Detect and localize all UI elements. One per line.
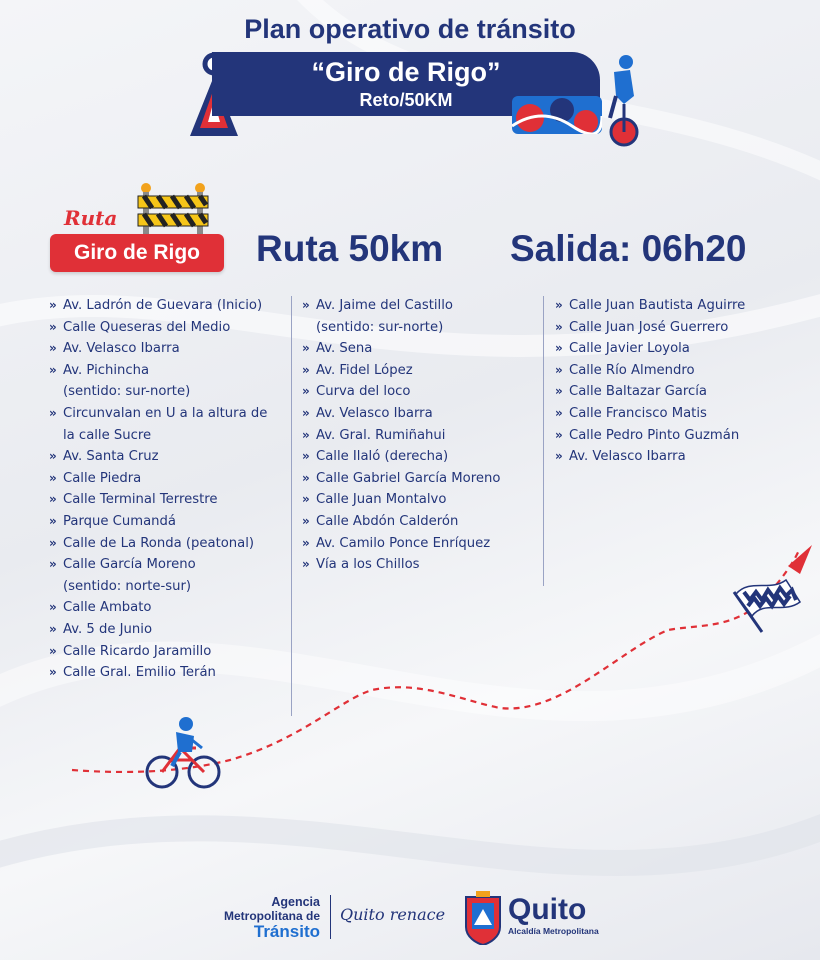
street-list-item bbox=[302, 381, 534, 403]
chevron-double-right-icon: » bbox=[302, 362, 310, 377]
street-name: Calle Francisco Matis bbox=[569, 405, 707, 421]
departure-time: Salida: 06h20 bbox=[510, 228, 747, 269]
street-list-item bbox=[49, 619, 285, 641]
street-name: Parque Cumandá bbox=[63, 513, 176, 529]
street-list-item bbox=[302, 403, 534, 425]
street-list-item bbox=[49, 468, 285, 490]
street-list-item bbox=[302, 295, 534, 338]
chevron-double-right-icon: » bbox=[555, 362, 563, 377]
chevron-double-right-icon: » bbox=[302, 405, 310, 420]
chevron-double-right-icon: » bbox=[49, 643, 57, 658]
street-name: Calle Pedro Pinto Guzmán bbox=[569, 427, 740, 443]
chevron-double-right-icon: » bbox=[302, 557, 310, 572]
chevron-double-right-icon: » bbox=[49, 492, 57, 507]
street-name: Curva del loco bbox=[316, 384, 411, 400]
city-name: Quito bbox=[508, 893, 587, 926]
street-list-item bbox=[555, 381, 795, 403]
street-list-item bbox=[49, 403, 285, 446]
street-list-item bbox=[49, 338, 285, 360]
street-list-item bbox=[49, 533, 285, 555]
chevron-double-right-icon: » bbox=[49, 362, 57, 377]
chevron-double-right-icon: » bbox=[49, 319, 57, 334]
chevron-double-right-icon: » bbox=[555, 384, 563, 399]
street-name: Av. Ladrón de Guevara (Inicio) bbox=[63, 298, 263, 313]
street-name: Calle Javier Loyola bbox=[569, 341, 690, 357]
street-name: Calle Terminal Terrestre bbox=[63, 492, 218, 508]
agency-name bbox=[200, 895, 320, 941]
street-list-item bbox=[49, 597, 285, 619]
city-subtitle: Alcaldía Metropolitana bbox=[508, 926, 599, 936]
street-list-item bbox=[49, 511, 285, 533]
street-name: Calle Ilaló (derecha) bbox=[316, 449, 449, 465]
street-name: Calle Gral. Emilio Terán bbox=[63, 665, 216, 681]
chevron-double-right-icon: » bbox=[49, 298, 57, 312]
street-list-item bbox=[302, 554, 534, 576]
street-name: Calle Juan José Guerrero bbox=[569, 319, 729, 335]
challenge-label: Reto/50KM bbox=[359, 90, 453, 110]
banner-decoration-icon bbox=[512, 96, 602, 134]
chevron-double-right-icon: » bbox=[302, 384, 310, 399]
street-name: Calle Abdón Calderón bbox=[316, 513, 459, 529]
street-name: Av. Velasco Ibarra bbox=[316, 405, 433, 421]
chevron-double-right-icon: » bbox=[49, 600, 57, 615]
street-name: Calle Ricardo Jaramillo bbox=[63, 643, 212, 659]
street-name: Calle de La Ronda (peatonal) bbox=[63, 535, 255, 551]
chevron-double-right-icon: » bbox=[302, 341, 310, 356]
chevron-double-right-icon: » bbox=[555, 449, 563, 464]
street-list-item bbox=[555, 295, 795, 317]
city-crest-icon bbox=[464, 891, 502, 945]
street-name: Av. 5 de Junio bbox=[63, 621, 153, 637]
street-list-item bbox=[49, 554, 285, 597]
street-name: Calle Piedra bbox=[63, 470, 142, 486]
cyclist-icon bbox=[596, 52, 646, 148]
street-name: Calle García Moreno bbox=[63, 557, 196, 573]
chevron-double-right-icon: » bbox=[555, 405, 563, 420]
street-list-item bbox=[49, 489, 285, 511]
street-name: Av. Fidel López bbox=[316, 362, 413, 378]
street-list-item bbox=[49, 641, 285, 663]
street-list-item bbox=[555, 360, 795, 382]
footer bbox=[0, 885, 820, 945]
street-list-item bbox=[555, 403, 795, 425]
route-script-label: Ruta bbox=[64, 206, 118, 230]
chevron-double-right-icon: » bbox=[49, 621, 57, 636]
street-name: Calle Baltazar García bbox=[569, 384, 708, 400]
city-logo bbox=[508, 895, 599, 937]
slogan: Quito renace bbox=[340, 905, 446, 924]
street-name: Calle Juan Montalvo bbox=[316, 492, 447, 508]
street-list-item bbox=[302, 338, 534, 360]
street-list-item bbox=[49, 360, 285, 403]
chevron-double-right-icon: » bbox=[302, 470, 310, 485]
chevron-double-right-icon: » bbox=[302, 449, 310, 464]
street-list-item bbox=[302, 360, 534, 382]
street-name: Calle Ambato bbox=[63, 600, 152, 616]
street-list-item bbox=[555, 425, 795, 447]
route-name-badge: Giro de Rigo bbox=[50, 234, 224, 272]
street-direction-note: (sentido: sur-norte) bbox=[316, 319, 444, 335]
street-name: Av. Velasco Ibarra bbox=[63, 341, 180, 357]
street-name: Calle Queseras del Medio bbox=[63, 319, 231, 335]
column-divider bbox=[291, 296, 292, 716]
column-divider bbox=[543, 296, 544, 586]
chevron-double-right-icon: » bbox=[302, 513, 310, 528]
chevron-double-right-icon: » bbox=[555, 341, 563, 356]
street-name: Circunvalan en U a la altura de bbox=[63, 405, 268, 421]
chevron-double-right-icon: » bbox=[49, 557, 57, 572]
footer-divider bbox=[330, 895, 331, 939]
street-name: Calle Río Almendro bbox=[569, 362, 695, 378]
agency-line-2: Metropolitana de bbox=[223, 909, 320, 923]
street-name: Av. Camilo Ponce Enríquez bbox=[316, 535, 491, 551]
street-name: Av. Pichincha bbox=[63, 362, 150, 378]
chevron-double-right-icon: » bbox=[302, 492, 310, 507]
street-list-item bbox=[49, 295, 285, 317]
route-distance: Ruta 50km bbox=[256, 228, 444, 269]
street-list-item bbox=[302, 468, 534, 490]
street-name: Av. Sena bbox=[316, 341, 373, 357]
chevron-double-right-icon: » bbox=[49, 341, 57, 356]
street-list-item bbox=[555, 317, 795, 339]
chevron-double-right-icon: » bbox=[555, 319, 563, 334]
street-direction-note: (sentido: norte-sur) bbox=[63, 578, 192, 594]
page-title: Plan operativo de tránsito bbox=[244, 14, 576, 44]
street-list-item bbox=[555, 446, 795, 468]
street-list-item bbox=[555, 338, 795, 360]
street-list-item bbox=[49, 662, 285, 684]
chevron-double-right-icon: » bbox=[302, 298, 310, 312]
street-name: Av. Velasco Ibarra bbox=[569, 449, 686, 465]
street-list-item bbox=[302, 446, 534, 468]
street-list-column-1 bbox=[49, 295, 285, 684]
street-list-item bbox=[302, 425, 534, 447]
agency-line-1: Agencia bbox=[271, 895, 320, 909]
chevron-double-right-icon: » bbox=[555, 427, 563, 442]
street-list-item bbox=[302, 489, 534, 511]
agency-line-3: Tránsito bbox=[253, 922, 320, 941]
event-name: “Giro de Rigo” bbox=[311, 57, 501, 87]
chevron-double-right-icon: » bbox=[49, 470, 57, 485]
street-name: Calle Juan Bautista Aguirre bbox=[569, 298, 746, 313]
street-name: Calle Gabriel García Moreno bbox=[316, 470, 501, 486]
street-list-item bbox=[49, 317, 285, 339]
chevron-double-right-icon: » bbox=[49, 535, 57, 550]
street-name: Av. Jaime del Castillo bbox=[316, 298, 453, 313]
street-name: Av. Gral. Rumiñahui bbox=[316, 427, 446, 443]
chevron-double-right-icon: » bbox=[49, 513, 57, 528]
chevron-double-right-icon: » bbox=[302, 427, 310, 442]
chevron-double-right-icon: » bbox=[49, 665, 57, 680]
street-list-column-2 bbox=[302, 295, 534, 576]
street-list-item bbox=[302, 511, 534, 533]
chevron-double-right-icon: » bbox=[555, 298, 563, 312]
chevron-double-right-icon: » bbox=[49, 405, 57, 420]
street-list-item bbox=[302, 533, 534, 555]
chevron-double-right-icon: » bbox=[49, 449, 57, 464]
street-direction-note: (sentido: sur-norte) bbox=[63, 384, 191, 400]
street-name: Vía a los Chillos bbox=[316, 557, 420, 573]
chevron-double-right-icon: » bbox=[302, 535, 310, 550]
street-name: Av. Santa Cruz bbox=[63, 449, 159, 465]
road-barrier-icon bbox=[136, 182, 210, 240]
street-list-column-3 bbox=[555, 295, 795, 468]
street-direction-note: la calle Sucre bbox=[63, 427, 152, 443]
street-list-item bbox=[49, 446, 285, 468]
